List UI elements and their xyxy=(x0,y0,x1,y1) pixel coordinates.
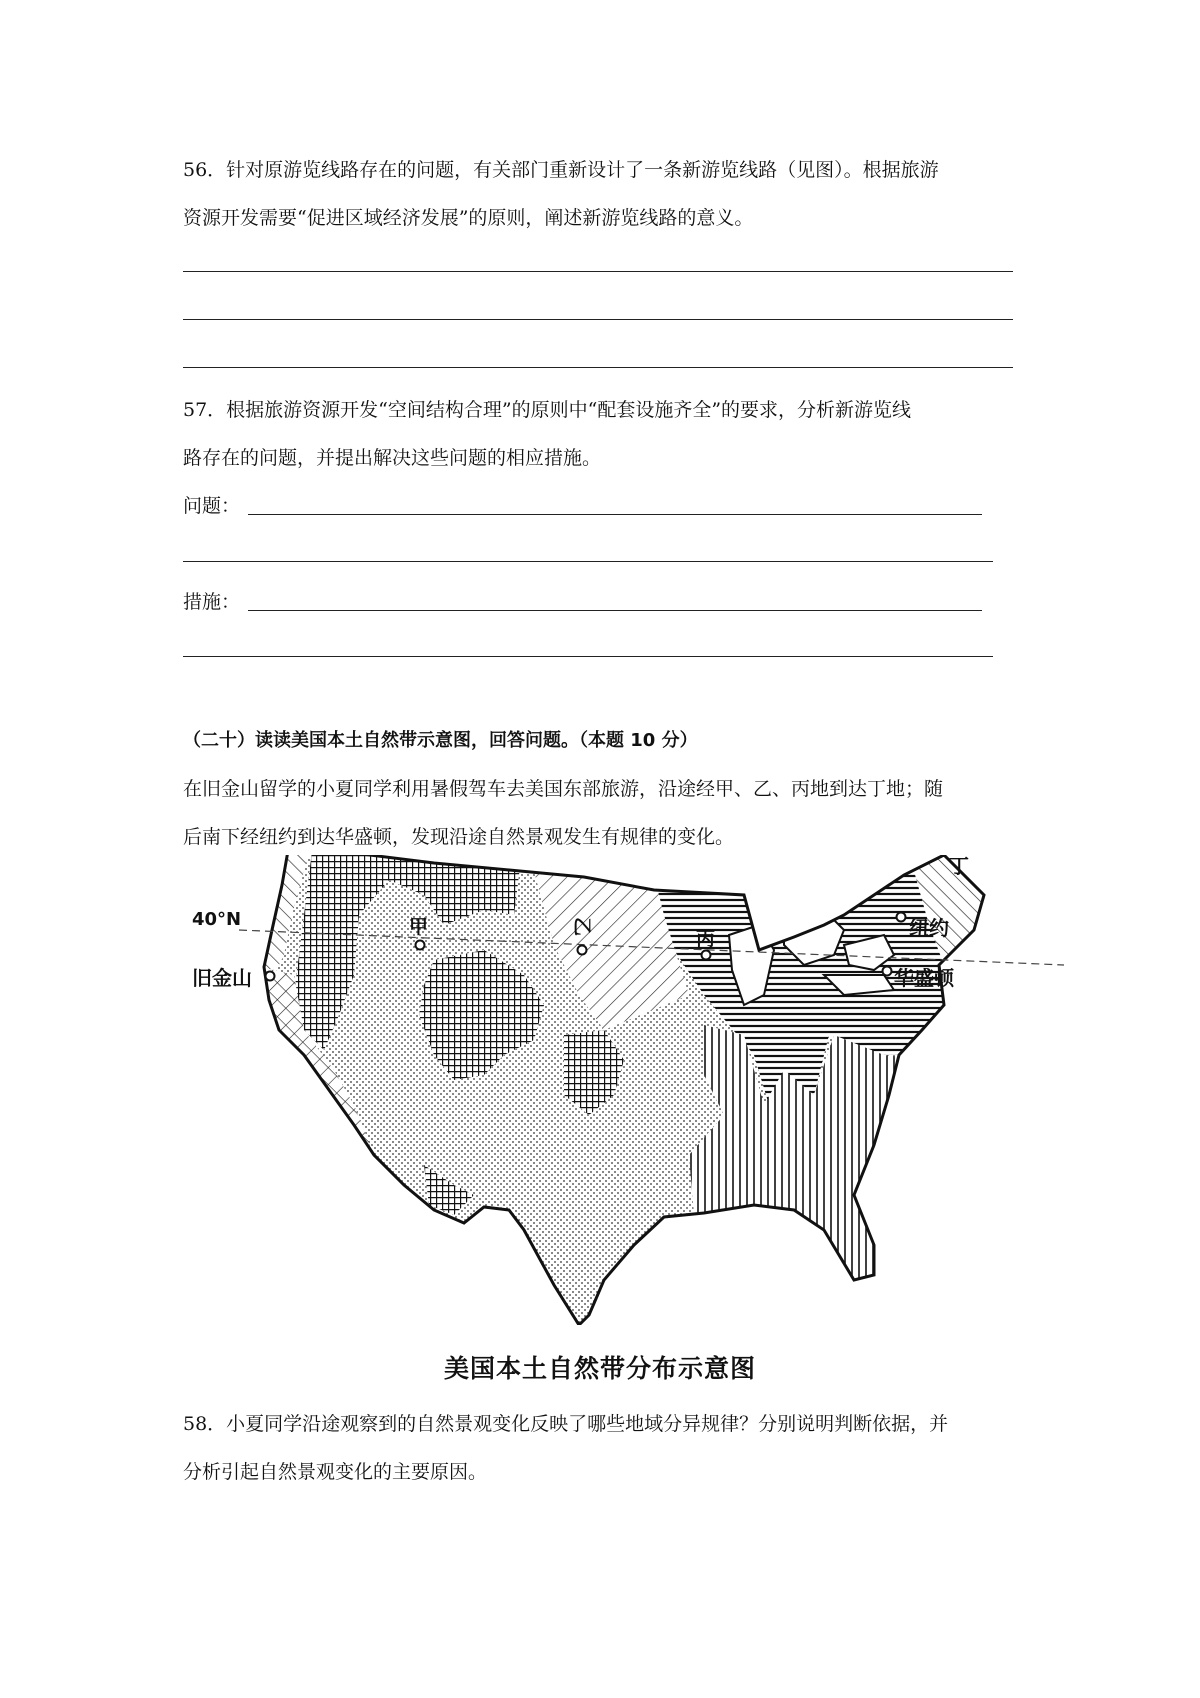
q56-answer-line-3[interactable] xyxy=(183,367,1013,368)
label-jia: 甲 xyxy=(409,916,429,938)
q57-text-line2: 路存在的问题，并提出解决这些问题的相应措施。 xyxy=(183,447,602,469)
latitude-label: 40°N xyxy=(192,909,242,930)
q58-text-line2: 分析引起自然景观变化的主要原因。 xyxy=(183,1461,488,1483)
q56-answer-line-2[interactable] xyxy=(183,319,1013,320)
marker-san-francisco xyxy=(266,972,275,981)
label-washington: 华盛顿 xyxy=(894,966,954,990)
label-san-francisco: 旧金山 xyxy=(192,966,252,990)
section20-intro-line1: 在旧金山留学的小夏同学利用暑假驾车去美国东部旅游，沿途经甲、乙、丙地到达丁地；随 xyxy=(183,778,944,800)
marker-jia xyxy=(416,941,425,950)
marker-new-york xyxy=(897,913,906,922)
q57-problem-answer-line-2[interactable] xyxy=(183,561,993,562)
section20-intro-line2: 后南下经纽约到达华盛顿，发现沿途自然景观发生有规律的变化。 xyxy=(183,826,735,848)
us-natural-zones-map xyxy=(184,855,1064,1325)
q57-problem-label: 问题： xyxy=(183,495,241,517)
q57-measure-label: 措施： xyxy=(183,591,241,613)
q56-answer-line-1[interactable] xyxy=(183,271,1013,272)
q57-text-line1: 57．根据旅游资源开发“空间结构合理”的原则中“配套设施齐全”的要求，分析新游览线 xyxy=(183,399,912,421)
marker-washington xyxy=(883,967,892,976)
map-caption: 美国本土自然带分布示意图 xyxy=(443,1354,756,1383)
label-bing: 丙 xyxy=(696,928,716,950)
q57-measure-answer-line-2[interactable] xyxy=(183,656,993,657)
label-yi: 乙 xyxy=(571,917,593,937)
q58-text-line1: 58．小夏同学沿途观察到的自然景观变化反映了哪些地域分异规律？分别说明判断依据，并 xyxy=(183,1413,949,1435)
section20-heading: （二十）读读美国本土自然带示意图，回答问题。（本题 10 分） xyxy=(183,730,698,751)
label-ding: 丁 xyxy=(949,855,969,878)
q57-measure-answer-line-1[interactable] xyxy=(248,610,982,611)
q56-text-line1: 56．针对原游览线路存在的问题，有关部门重新设计了一条新游览线路（见图）。根据旅游 xyxy=(183,159,939,181)
q56-text-line2: 资源开发需要“促进区域经济发展”的原则，阐述新游览线路的意义。 xyxy=(183,207,754,229)
label-new-york: 纽约 xyxy=(909,916,949,940)
marker-bing xyxy=(702,951,711,960)
marker-yi xyxy=(578,946,587,955)
q57-problem-answer-line-1[interactable] xyxy=(248,514,982,515)
